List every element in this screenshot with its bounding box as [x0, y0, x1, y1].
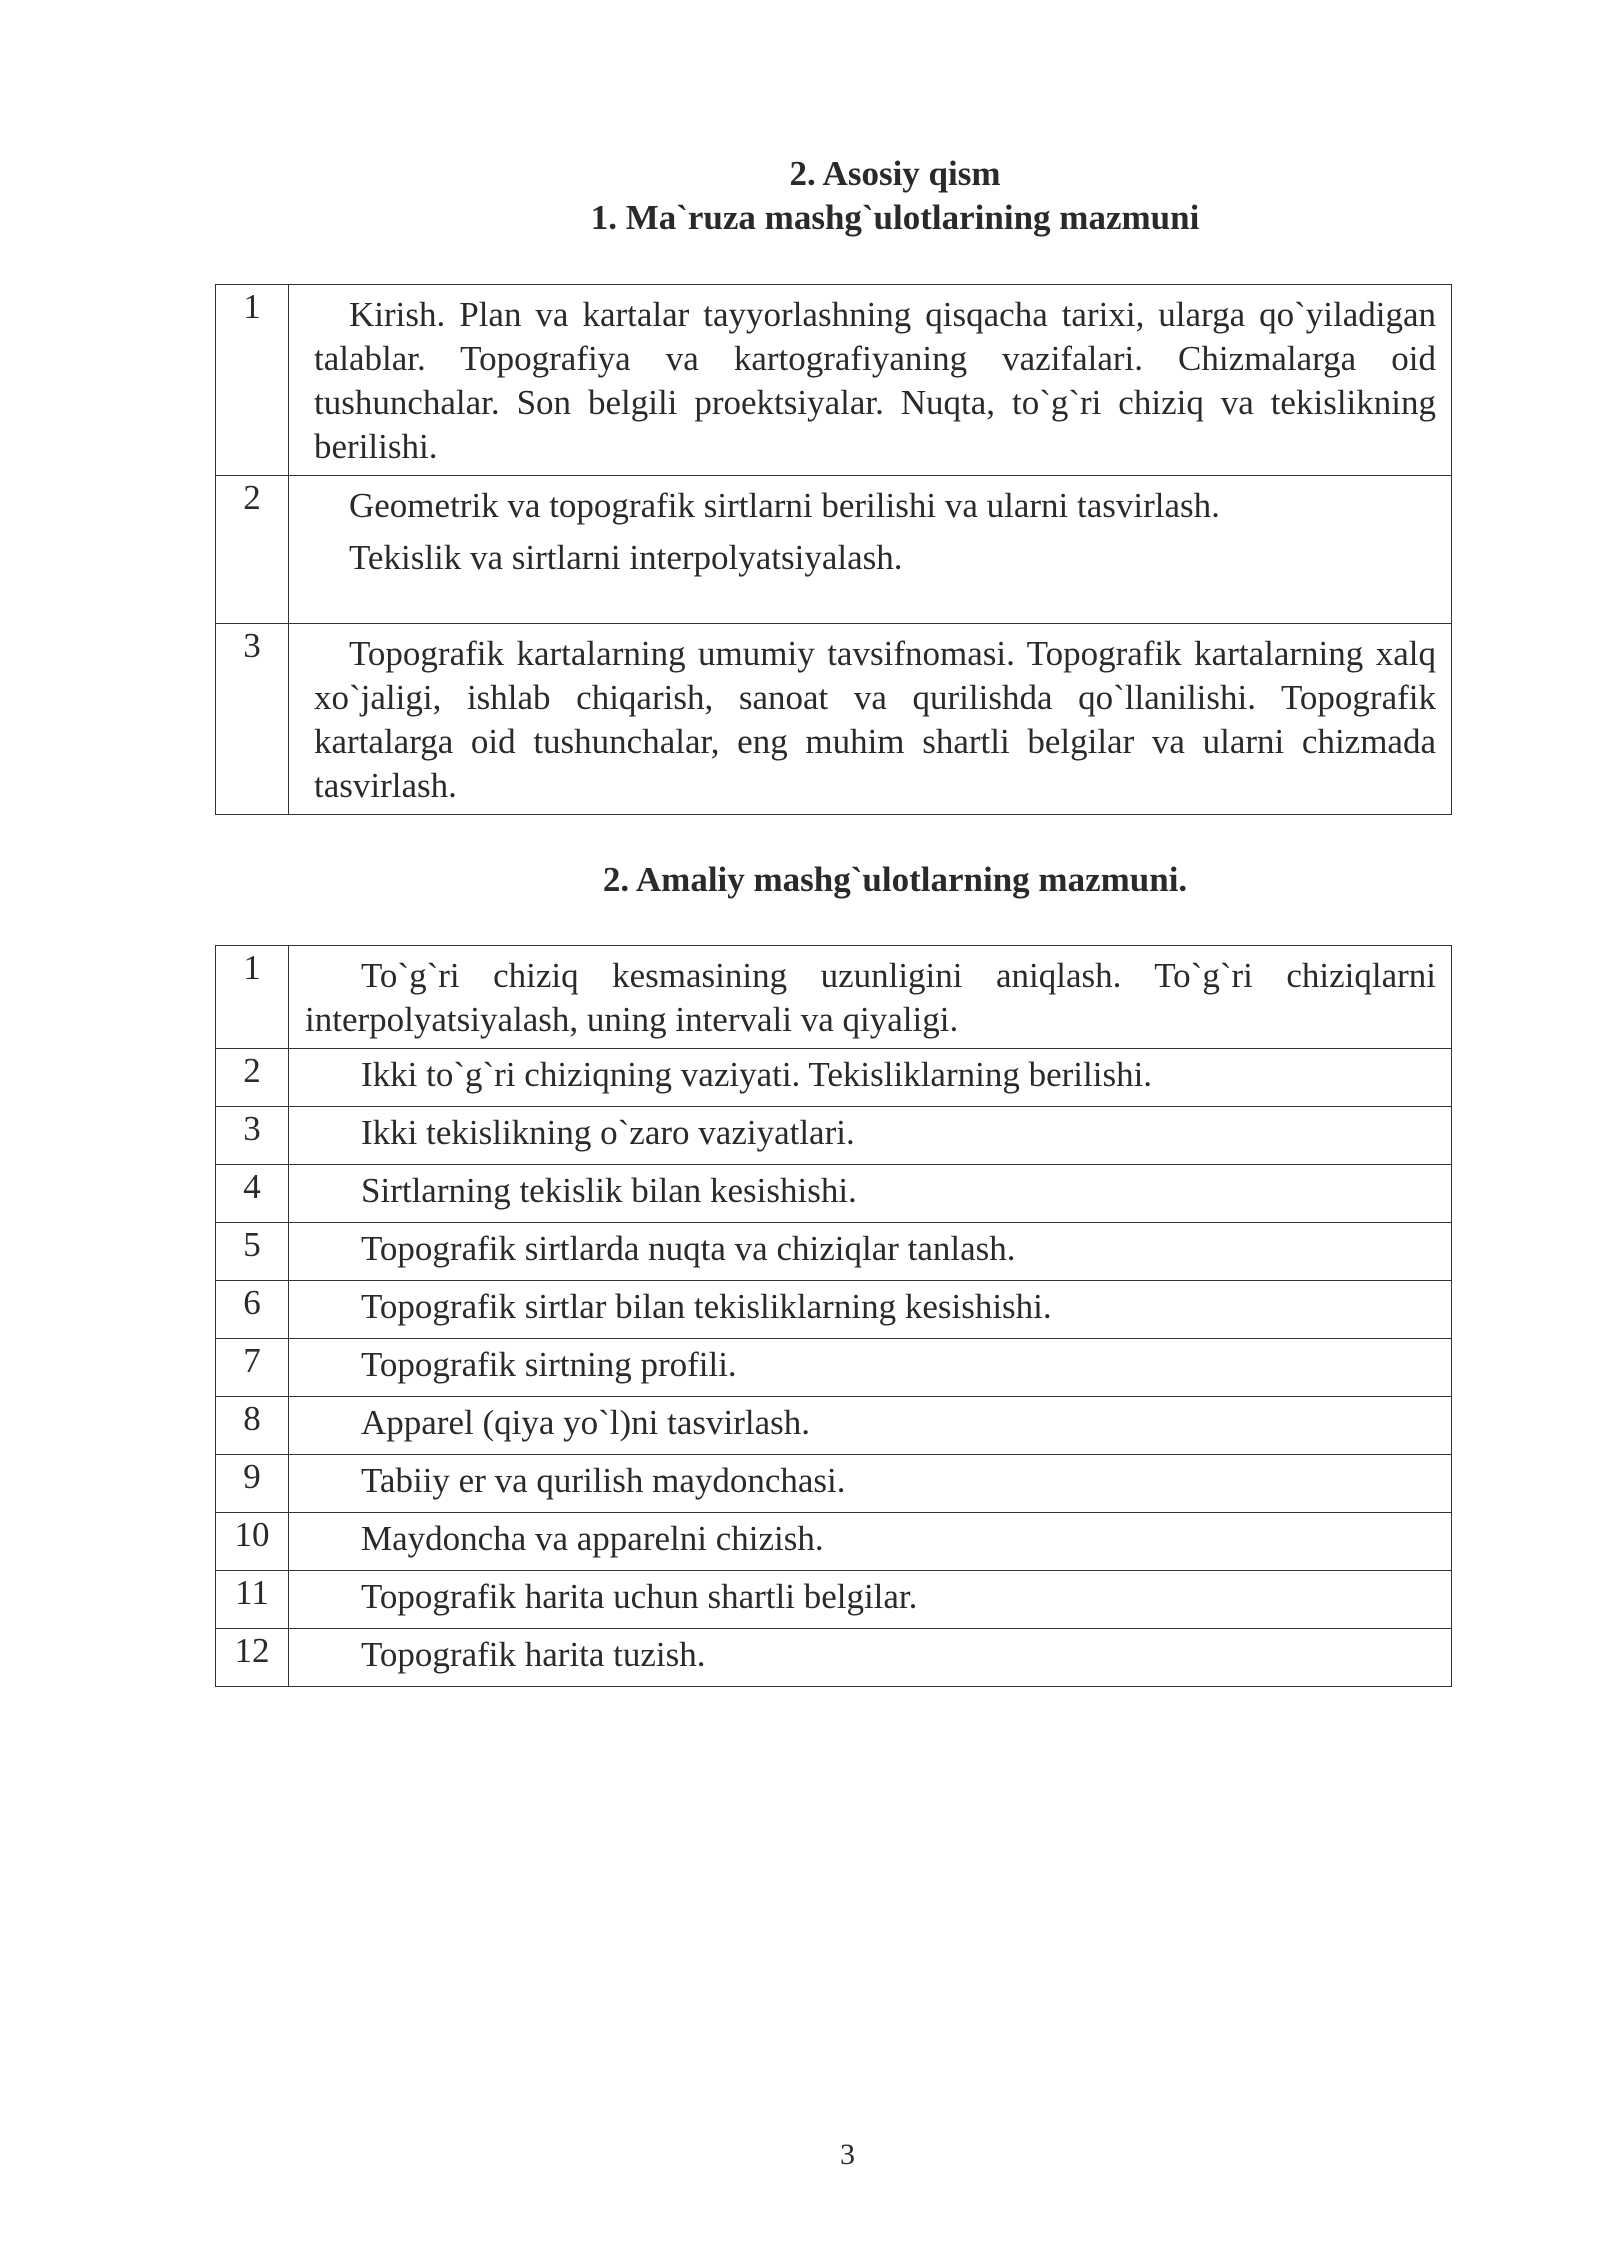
row-paragraph: Topografik kartalarning umumiy tavsifnomasi. Topografik kartalarning xalq xo`jaligi, ishlab chiqarish, sanoat va qurilishda qo`llanilishi. Topografik kartalarga oid tushunchalar, eng muhim shartli belgilar va ularni chizmada tasvirlash. [314, 634, 1436, 805]
table-row [216, 1571, 1452, 1629]
row-number: 5 [216, 1223, 289, 1281]
row-content: Topografik sirtlar bilan tekisliklarning kesishishi. [289, 1281, 1452, 1339]
row-number: 11 [216, 1571, 289, 1629]
row-content: Topografik harita tuzish. [289, 1629, 1452, 1687]
row-content: Ikki to`g`ri chiziqning vaziyati. Tekisliklarning berilishi. [289, 1049, 1452, 1107]
table-row [216, 1281, 1452, 1339]
row-number: 12 [216, 1629, 289, 1687]
row-content: Topografik sirtning profili. [289, 1339, 1452, 1397]
page-number: 3 [840, 2138, 855, 2171]
row-number: 1 [216, 946, 289, 1049]
lecture-table [215, 284, 1452, 815]
table-row [216, 476, 1452, 624]
row-number: 3 [216, 1107, 289, 1165]
row-content: Topografik harita uchun shartli belgilar. [289, 1571, 1452, 1629]
table-row [216, 1397, 1452, 1455]
row-content [289, 476, 1452, 624]
row-number: 6 [216, 1281, 289, 1339]
row-number: 7 [216, 1339, 289, 1397]
row-number: 10 [216, 1513, 289, 1571]
row-content: Tabiiy er va qurilish maydonchasi. [289, 1455, 1452, 1513]
row-content: Apparel (qiya yo`l)ni tasvirlash. [289, 1397, 1452, 1455]
row-number: 9 [216, 1455, 289, 1513]
row-content: Topografik sirtlarda nuqta va chiziqlar tanlash. [289, 1223, 1452, 1281]
table-row [216, 1455, 1452, 1513]
section-heading: 2. Asosiy qism [789, 154, 1001, 193]
table-row [216, 624, 1452, 815]
table-row [216, 1165, 1452, 1223]
row-content: Sirtlarning tekislik bilan kesishishi. [289, 1165, 1452, 1223]
row-content [289, 624, 1452, 815]
table-row [216, 1223, 1452, 1281]
table-row [216, 1513, 1452, 1571]
table-row [216, 946, 1452, 1049]
row-paragraph: Tekislik va sirtlarni interpolyatsiyalash. [349, 538, 903, 577]
row-number: 2 [216, 476, 289, 624]
row-content: Ikki tekislikning o`zaro vaziyatlari. [289, 1107, 1452, 1165]
table-row [216, 1049, 1452, 1107]
row-number: 4 [216, 1165, 289, 1223]
row-paragraph: Kirish. Plan va kartalar tayyorlashning qisqacha tarixi, ularga qo`yiladigan talablar. Topografiya va kartografiyaning vazifalari. Chizmalarga oid tushunchalar. Son belgili proektsiyalar. Nuqta, to`g`ri chiziq va tekislikning berilishi. [314, 295, 1436, 466]
row-number: 1 [216, 285, 289, 476]
row-number: 8 [216, 1397, 289, 1455]
lecture-heading: 1. Ma`ruza mashg`ulotlarining mazmuni [590, 198, 1200, 237]
table-row [216, 1107, 1452, 1165]
row-paragraph: Geometrik va topografik sirtlarni berilishi va ularni tasvirlash. [349, 486, 1220, 525]
practical-heading: 2. Amaliy mashg`ulotlarning mazmuni. [602, 860, 1188, 899]
row-content: To`g`ri chiziq kesmasining uzunligini aniqlash. To`g`ri chiziqlarni interpolyatsiyalash, uning intervali va qiyaligi. [289, 946, 1452, 1049]
table-row [216, 1629, 1452, 1687]
row-content [289, 285, 1452, 476]
row-content: Maydoncha va apparelni chizish. [289, 1513, 1452, 1571]
practical-table [215, 945, 1452, 1687]
table-row [216, 1339, 1452, 1397]
table-row [216, 285, 1452, 476]
row-number: 3 [216, 624, 289, 815]
row-number: 2 [216, 1049, 289, 1107]
